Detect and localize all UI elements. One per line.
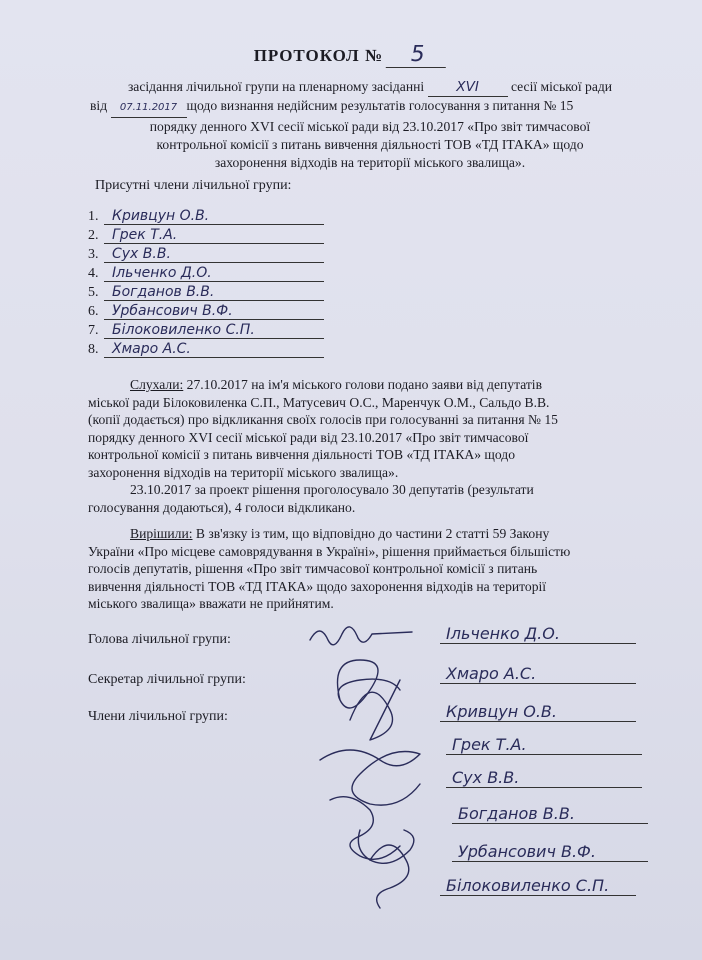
decided-section: [88, 525, 658, 613]
member-number: 8.: [88, 342, 99, 357]
session-number: XVI: [428, 78, 508, 97]
member-name: Сух В.В.: [104, 246, 324, 263]
heard-line: 23.10.2017 за проект рішення проголосувало 30 депутатів (результати: [130, 482, 534, 497]
heard-line: міської ради Білоковиленка С.П., Матусевич О.С., Маренчук О.М., Сальдо В.В.: [88, 394, 550, 410]
decided-line: голосів депутатів, рішення «Про звіт тимчасової контрольної комісії з питань: [88, 561, 538, 576]
intro-text: засідання лічильної групи на пленарному засіданні: [127, 79, 425, 94]
member-number: 6.: [88, 304, 99, 319]
protocol-title: [0, 42, 702, 68]
list-item: [88, 303, 328, 322]
chair-label: Голова лічильної групи:: [88, 632, 231, 647]
member-number: 5.: [88, 285, 99, 300]
list-item: [88, 322, 328, 341]
decided-label: Вирішили:: [130, 526, 193, 541]
signature-scribble: [350, 680, 400, 740]
member-name: Ільченко Д.О.: [104, 265, 324, 282]
member-number: 7.: [88, 323, 99, 338]
intro-line: [90, 97, 650, 118]
member-name: Кривцун О.В.: [104, 208, 324, 225]
heard-label: Слухали:: [130, 377, 184, 392]
decided-line: [88, 525, 658, 543]
signature-scribble: [338, 660, 401, 708]
heard-line: [88, 376, 658, 394]
secretary-label: Секретар лічильної групи:: [88, 672, 246, 687]
heard-line: голосування додаються), 4 голоси відкликано.: [88, 499, 356, 515]
protocol-number: 5: [386, 42, 451, 68]
signature-scribble: [320, 750, 420, 805]
heard-line: (копії додається) про відкликання своїх голосів при голосуванні за питання № 15: [88, 412, 558, 427]
member-signature-name: Кривцун О.В.: [440, 702, 636, 722]
member-name: Урбансович В.Ф.: [104, 303, 324, 320]
member-number: 3.: [88, 247, 99, 262]
heard-line: порядку денного XVI сесії міської ради від 23.10.2017 «Про звіт тимчасової: [88, 429, 529, 445]
chair-name: Ільченко Д.О.: [440, 624, 636, 644]
heard-line: захоронення відходів на території міського звалища».: [88, 464, 399, 480]
member-list: [88, 208, 328, 360]
intro-text: від: [90, 98, 108, 113]
heard-line: контрольної комісії з питань вивчення діяльності ТОВ «ТД ІТАКА» щодо: [88, 447, 515, 462]
present-heading: Присутні члени лічильної групи:: [95, 178, 292, 193]
member-name: Хмаро А.С.: [104, 341, 324, 358]
intro-block: [90, 78, 650, 172]
decided-line: вивчення діяльності ТОВ «ТД ІТАКА» щодо захоронення відходів на території: [88, 578, 547, 594]
heard-section: [88, 376, 658, 516]
secretary-name: Хмаро А.С.: [440, 664, 636, 684]
intro-line: захоронення відходів на території міського звалища».: [214, 155, 526, 170]
member-signature-name: Урбансович В.Ф.: [452, 842, 648, 862]
intro-text: сесії міської ради: [510, 79, 613, 94]
member-signature-name: Богданов В.В.: [452, 804, 648, 824]
list-item: [88, 227, 328, 246]
decided-text: В зв'язку із тим, що відповідно до частини 2 статті 59 Закону: [192, 526, 550, 541]
member-name: Грек Т.А.: [104, 227, 324, 244]
decided-line: України «Про місцеве самоврядування в Україні», рішення приймається більшістю: [88, 543, 571, 559]
signature-scribble: [310, 627, 412, 645]
decided-line: міського звалища» вважати не прийнятим.: [88, 596, 334, 611]
intro-line: [90, 78, 650, 97]
intro-text: щодо визнання недійсним результатів голосування з питання № 15: [186, 98, 574, 113]
member-name: Білоковиленко С.П.: [104, 322, 324, 339]
list-item: [88, 341, 328, 360]
member-signature-name: Білоковиленко С.П.: [440, 876, 636, 896]
signature-scribble: [330, 797, 400, 860]
member-name: Богданов В.В.: [104, 284, 324, 301]
protocol-date: 07.11.2017: [111, 99, 187, 118]
member-signature-name: Сух В.В.: [446, 768, 642, 788]
title-text: ПРОТОКОЛ №: [253, 46, 384, 65]
intro-line: порядку денного XVI сесії міської ради від 23.10.2017 «Про звіт тимчасової: [149, 119, 591, 134]
member-number: 2.: [88, 228, 99, 243]
heard-text: 27.10.2017 на ім'я міського голови подано заяви від депутатів: [183, 377, 543, 392]
list-item: [88, 265, 328, 284]
intro-line: контрольної комісії з питань вивчення діяльності ТОВ «ТД ІТАКА» щодо: [156, 137, 584, 152]
members-label: Члени лічильної групи:: [88, 709, 228, 724]
member-number: 4.: [88, 266, 99, 281]
signature-scribbles: [300, 620, 460, 910]
member-signature-name: Грек Т.А.: [446, 735, 642, 755]
member-number: 1.: [88, 209, 99, 224]
list-item: [88, 246, 328, 265]
list-item: [88, 284, 328, 303]
list-item: [88, 208, 328, 227]
